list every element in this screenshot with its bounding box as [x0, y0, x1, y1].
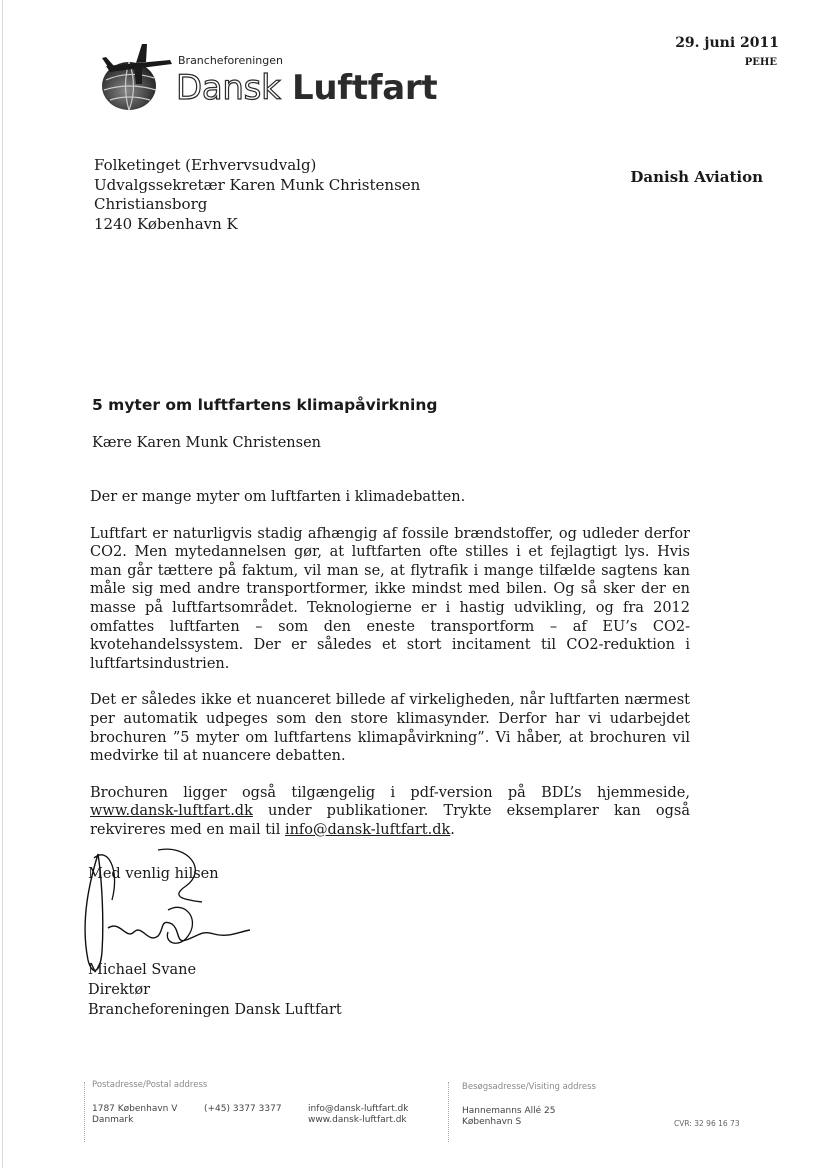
email-link[interactable]: info@dansk-luftfart.dk [284, 821, 451, 838]
letterhead-footer [0, 1078, 825, 1148]
letter-date: 29. juni 2011 [675, 35, 779, 51]
footer-website: www.dansk-luftfart.dk [308, 1115, 407, 1125]
postal-country: Danmark [92, 1115, 134, 1125]
footer-divider [448, 1082, 449, 1142]
paragraph: Luftfart er naturligvis stadig afhængig af fossile brændstoffer, og udleder derfor CO2. Men mytedannelsen gør, at luftfarten ofte stilles i et fejlagtigt lys. Hvis man går tættere på faktum, vil man se, at flytrafik i mange tilfælde sagtens kan måle sig med andre transportformer, ikke mindst med bilen. Og så sker der en masse på luftfartsområdet. Teknologierne er i hastig udvikling, og fra 2012 omfattes luftfarten – som den eneste transportform – af EU’s CO2-kvotehandelssystem. Der er således et stort incitament til CO2-reduktion i luftfartsindustrien. [90, 525, 690, 672]
logo-word-1: Dansk [176, 68, 281, 108]
paragraph-text: . [450, 821, 455, 838]
postal-address-label: Postadresse/Postal address [92, 1080, 208, 1090]
closing-phrase: Med venlig hilsen [88, 866, 219, 882]
visiting-city: København S [462, 1117, 522, 1127]
scan-edge [2, 0, 3, 1168]
letter-subject: 5 myter om luftfartens klimapåvirkning [92, 396, 438, 414]
postal-address-line: 1787 København V [92, 1104, 178, 1114]
letter-body [90, 488, 690, 858]
signer-name: Michael Svane [88, 962, 197, 978]
footer-divider [84, 1082, 85, 1142]
salutation: Kære Karen Munk Christensen [92, 435, 321, 451]
paragraph-text: under publikationer. Trykte eksemplarer kan også rekvireres med en mail til [90, 803, 690, 838]
logo-word-2: Luftfart [292, 68, 438, 108]
footer-email: info@dansk-luftfart.dk [308, 1104, 409, 1114]
logo-wordmark [176, 68, 437, 108]
paragraph: Der er mange myter om luftfarten i klimadebatten. [90, 489, 466, 505]
brand-label: Danish Aviation [630, 168, 763, 186]
address-line: Udvalgssekretær Karen Munk Christensen [94, 175, 421, 194]
company-logo [96, 40, 456, 116]
recipient-address [94, 156, 420, 234]
globe-airplane-icon [96, 40, 174, 114]
signer-organization: Brancheforeningen Dansk Luftfart [88, 1002, 342, 1018]
website-link[interactable]: www.dansk-luftfart.dk [90, 803, 253, 820]
paragraph: Det er således ikke et nuanceret billede af virkeligheden, når luftfarten nærmest per automatik udpeges som den store klimasynder. Derfor har vi udarbejdet brochuren ”5 myter om luftfartens klimapåvirkning”. Vi håber, at brochuren vil medvirke til at nuancere debatten. [90, 692, 690, 765]
paragraph-text: Brochuren ligger også tilgængelig i pdf-version på BDL’s hjemmeside, [90, 784, 690, 801]
signer-title: Direktør [88, 982, 151, 998]
logo-subtitle: Brancheforeningen [178, 54, 283, 67]
address-line: Christiansborg [94, 195, 208, 213]
phone-number: (+45) 3377 3377 [204, 1104, 282, 1114]
paragraph [90, 784, 690, 840]
signer-block [88, 960, 342, 1020]
cvr-number: CVR: 32 96 16 73 [674, 1119, 740, 1128]
address-line: 1240 København K [94, 214, 238, 233]
address-line: Folketinget (Erhvervsudvalg) [94, 156, 317, 174]
reference-initials: PEHE [744, 57, 777, 68]
visiting-address-label: Besøgsadresse/Visiting address [462, 1082, 596, 1092]
visiting-address-line: Hannemanns Allé 25 [462, 1106, 556, 1116]
